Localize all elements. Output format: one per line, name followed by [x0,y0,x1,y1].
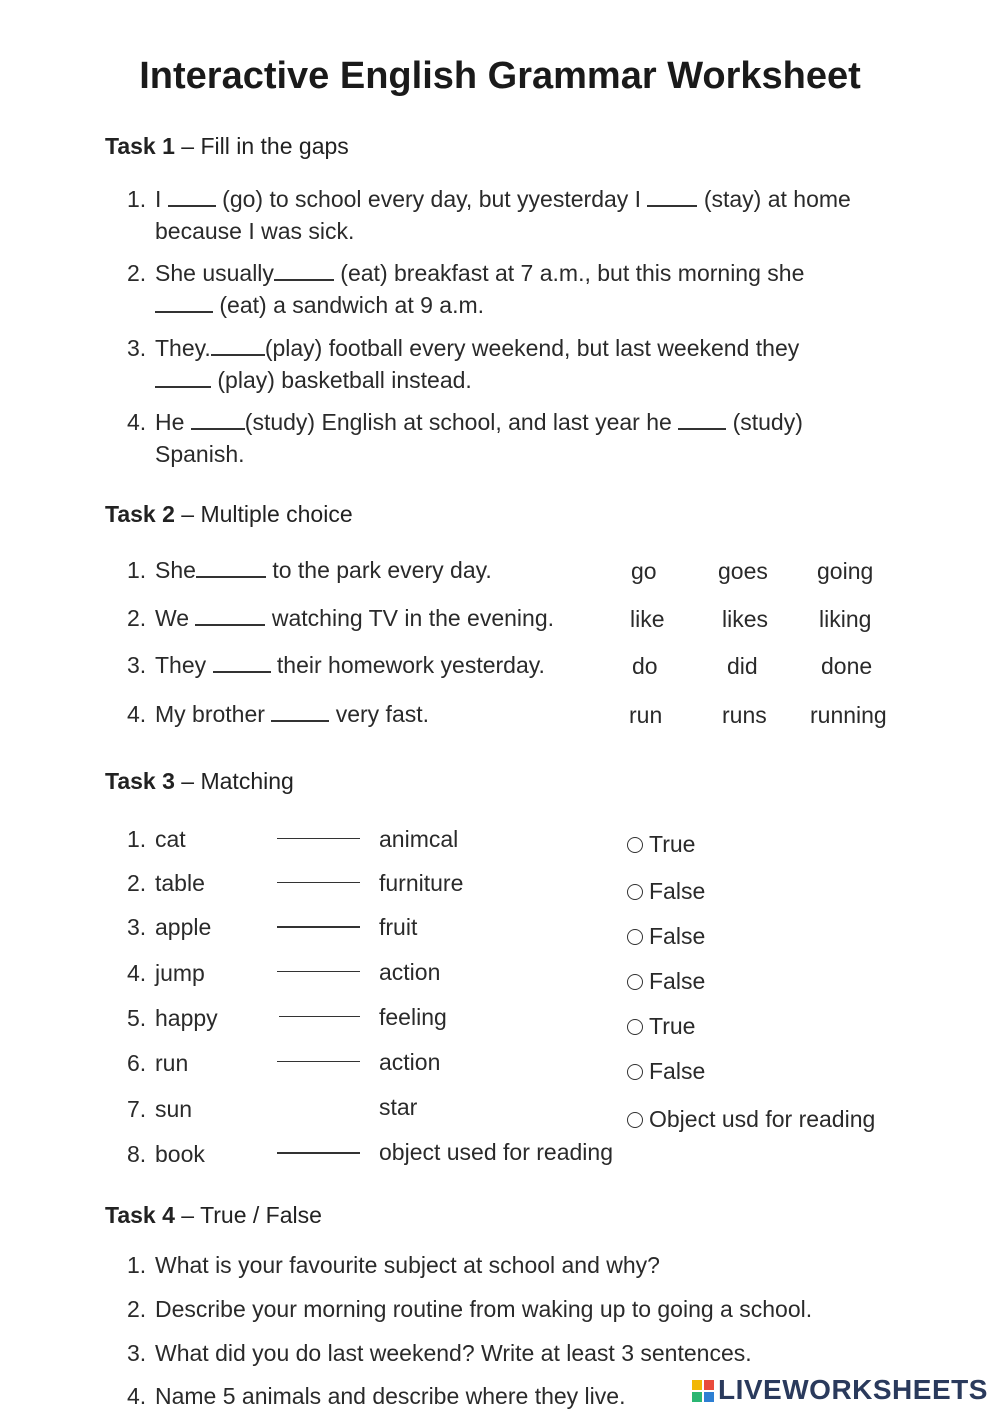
option[interactable]: like [630,606,665,632]
option[interactable]: likes [722,606,769,632]
match-definition: object used for reading [379,1139,613,1165]
gap-input[interactable] [213,670,271,673]
task1-item-2-cont: (eat) a sandwich at 9 a.m. [155,292,484,319]
match-line[interactable] [277,1152,360,1154]
gap-input[interactable] [191,427,245,430]
radio-option[interactable]: True [627,831,695,858]
match-word: 8. book [127,1141,205,1167]
radio-circle-icon[interactable] [627,974,643,990]
radio-option[interactable]: False [627,968,705,995]
match-definition: fruit [379,914,418,940]
option[interactable]: did [727,653,758,679]
radio-circle-icon[interactable] [627,1064,643,1080]
task4-question-1: 1. What is your favourite subject at school and why? [127,1252,660,1278]
match-line[interactable] [277,1061,360,1062]
option[interactable]: runs [722,702,767,728]
gap-input[interactable] [274,278,334,281]
option[interactable]: run [629,702,663,728]
match-word: 1. cat [127,826,186,852]
match-definition: action [379,959,441,985]
option[interactable]: do [632,653,658,679]
gap-input[interactable] [155,310,213,313]
task1-item-3: 3. They. (play) football every weekend, but last weekend they [127,335,800,361]
radio-circle-icon[interactable] [627,837,643,853]
option[interactable]: done [821,653,873,679]
match-definition: feeling [379,1004,447,1030]
gap-input[interactable] [678,427,726,430]
task2-heading [105,501,353,528]
task2-subtitle: – Multiple choice [174,501,353,527]
match-definition: star [379,1094,418,1120]
task4-subtitle: – True / False [174,1202,322,1228]
task2-item-1: 1. She to the park every day. [127,557,492,583]
match-line[interactable] [277,926,360,928]
task2-item-3: 3. They their homework yesterday. [127,652,545,678]
option[interactable]: go [631,558,657,584]
option[interactable]: goes [718,558,768,584]
match-definition: action [379,1049,441,1075]
match-line[interactable] [277,838,360,839]
task4-question-3: 3. What did you do last weekend? Write at least 3 sentences. [127,1340,752,1366]
radio-circle-icon[interactable] [627,1019,643,1035]
match-word: 6. run [127,1050,189,1076]
match-word: 4. jump [127,960,205,986]
task4-question-4: 4. Name 5 animals and describe where they live. [127,1383,626,1409]
option[interactable]: liking [819,606,872,632]
radio-circle-icon[interactable] [627,1112,643,1128]
task2-item-2: 2. We watching TV in the evening. [127,605,555,631]
task2-item-4: 4. My brother very fast. [127,701,430,727]
page-title: Interactive English Grammar Worksheet [139,55,861,97]
gap-input[interactable] [155,385,211,388]
option[interactable]: running [810,702,887,728]
task4-heading [105,1202,322,1229]
match-definition: animcal [379,826,459,852]
gap-input[interactable] [271,719,329,722]
task3-heading [105,768,294,795]
task1-item-2: 2. She usually (eat) breakfast at 7 a.m., but this morning she [127,260,805,286]
task1-subtitle: – Fill in the gaps [174,133,349,159]
logo-text: LIVEWORKSHEETS [718,1374,988,1405]
radio-option[interactable]: Object usd for reading [627,1106,875,1133]
task1-item-3-cont: (play) basketball instead. [155,367,472,394]
radio-option[interactable]: False [627,878,705,905]
match-definition: furniture [379,870,464,896]
match-line[interactable] [277,971,360,972]
liveworksheets-logo-icon [692,1380,714,1402]
radio-option[interactable]: False [627,1058,705,1085]
match-line[interactable] [279,1016,360,1017]
gap-input[interactable] [168,204,216,207]
match-word: 7. sun [127,1096,193,1122]
gap-input[interactable] [195,623,265,626]
match-word: 3. apple [127,914,212,940]
task1-item-4-cont: Spanish. [155,441,245,467]
gap-input[interactable] [211,353,265,356]
radio-option[interactable]: True [627,1013,695,1040]
task1-item-1: 1. I (go) to school every day, but yyesterday I (stay) at home [127,186,851,212]
task4-label: Task 4 [105,1202,175,1228]
match-word: 2. table [127,870,205,896]
task1-item-4: 4. He (study) English at school, and last year he (study) [127,409,803,435]
task3-label: Task 3 [105,768,175,794]
gap-input[interactable] [647,204,697,207]
task4-question-2: 2. Describe your morning routine from waking up to going a school. [127,1296,813,1322]
task1-item-1-cont: because I was sick. [155,218,355,244]
match-line[interactable] [277,882,360,883]
radio-circle-icon[interactable] [627,884,643,900]
task2-label: Task 2 [105,501,175,527]
match-word: 5. happy [127,1005,218,1031]
task3-subtitle: – Matching [174,768,294,794]
option[interactable]: going [817,558,874,584]
radio-circle-icon[interactable] [627,929,643,945]
task1-heading [105,133,349,160]
gap-input[interactable] [196,575,266,578]
task1-label: Task 1 [105,133,175,159]
radio-option[interactable]: False [627,923,705,950]
liveworksheets-logo [692,1374,988,1406]
